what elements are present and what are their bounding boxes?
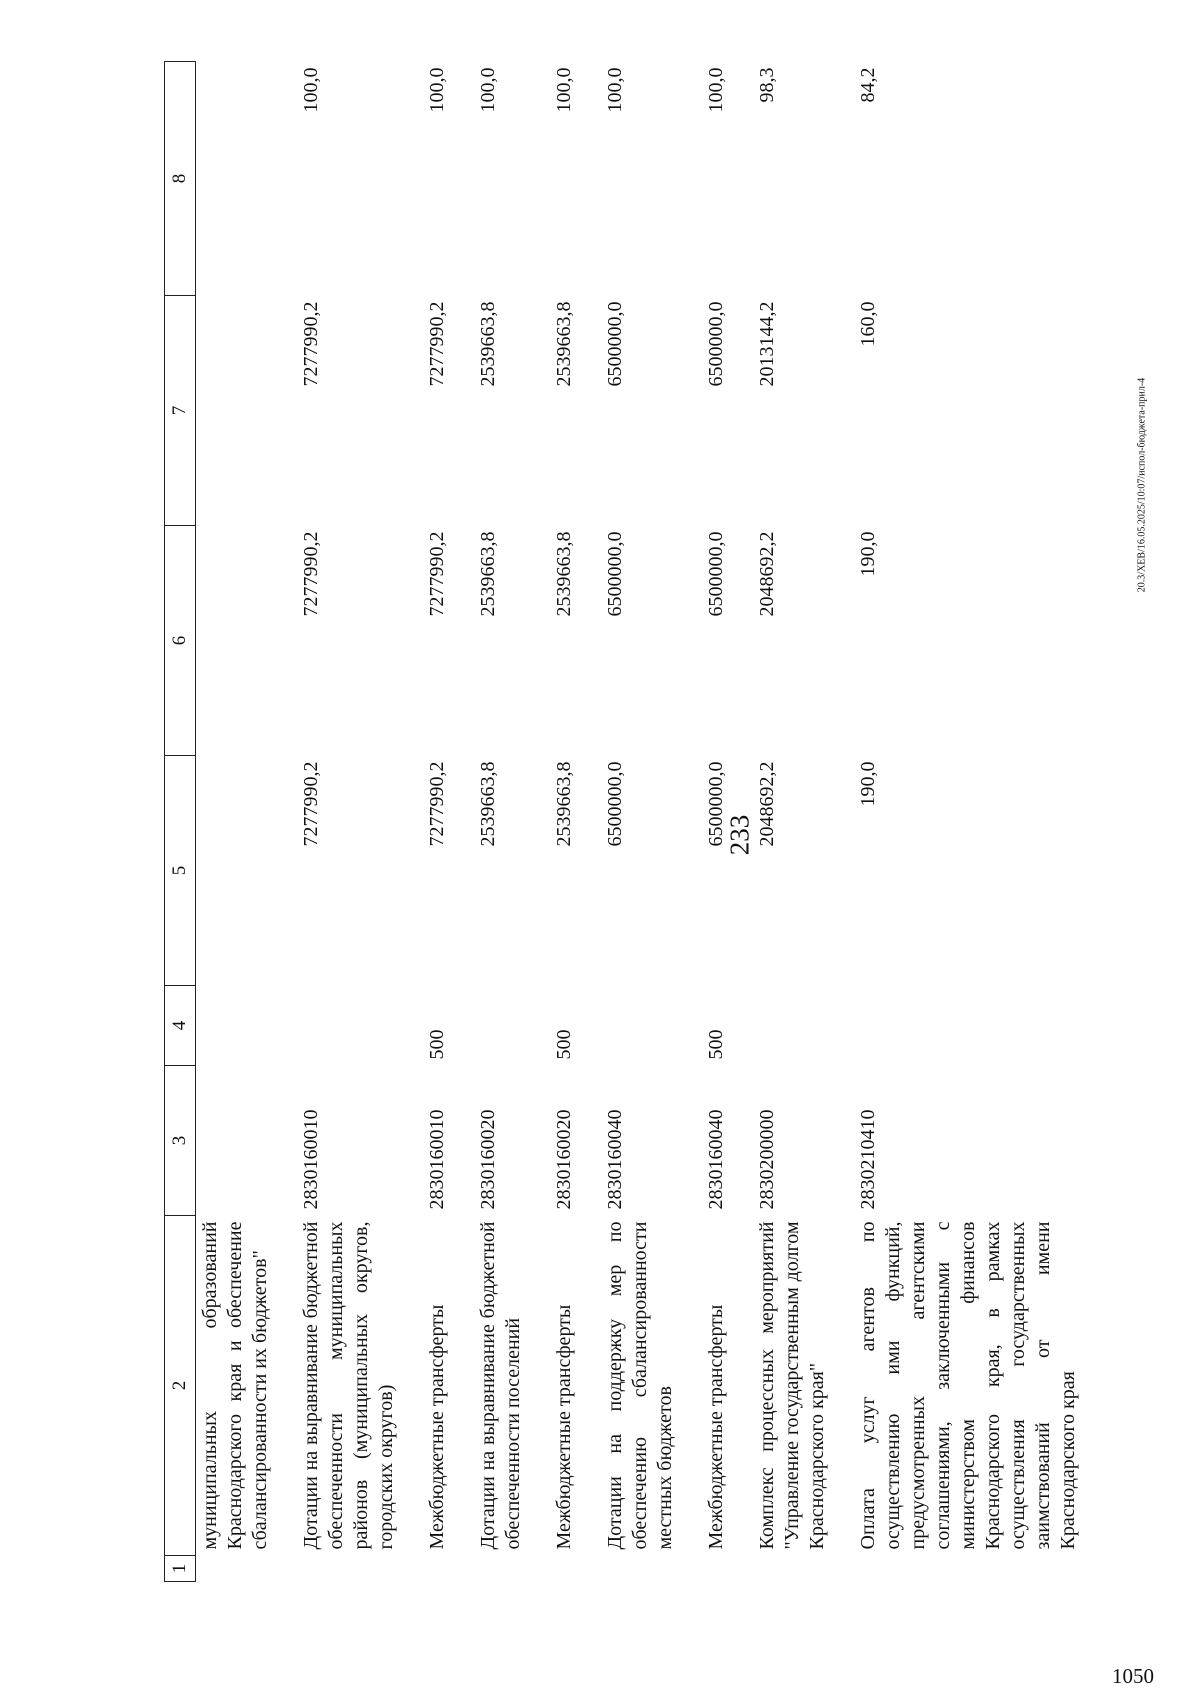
cell-code: 2830160040 [604,1109,626,1210]
cell-name: Оплата услуг агентов по осуществлению ими функций, предусмотренных агентскими соглашениями, заключенными с министерством финансов Краснодарского края, в рамках осуществления государственных заимствований от имени Краснодарского края [857,1221,1079,1550]
rotated-table-wrapper [164,2,1200,1582]
cell-c1 [411,1556,462,1582]
cell-code: 2830160020 [477,1109,499,1210]
cell-c1 [285,1556,411,1582]
cell-v8: 84,2 [857,67,879,103]
header-col-5: 5 [165,756,196,986]
cell-v5: 6500000,0 [604,761,626,847]
page-number: 233 [724,814,755,856]
header-col-4: 4 [165,986,196,1066]
table-row [842,62,1093,1582]
cell-c1 [589,1556,690,1582]
cell-v7 [196,296,286,526]
cell-group [842,986,1093,1066]
header-col-3: 3 [165,1066,196,1216]
cell-v6 [196,526,286,756]
cell-v6: 2539663,8 [553,531,575,617]
cell-v7: 6500000,0 [604,301,626,387]
cell-group: 500 [426,1029,448,1060]
cell-name: Межбюджетные трансферты [553,1304,575,1550]
cell-v7: 7277990,2 [300,301,322,387]
cell-name: Комплекс процессных мероприятий "Управление государственным долгом Краснодарского края" [756,1221,828,1550]
header-col-2: 2 [165,1216,196,1556]
table-row [538,62,589,1582]
cell-group: 500 [553,1029,575,1060]
cell-v5: 7277990,2 [426,761,448,847]
table-row [285,62,411,1582]
cell-group [196,986,286,1066]
cell-c1 [842,1556,1093,1582]
cell-v8: 100,0 [553,67,575,113]
cell-v5: 7277990,2 [300,761,322,847]
cell-name: Дотации на поддержку мер по обеспечению сбалансированности местных бюджетов [604,1221,676,1550]
cell-v8: 100,0 [705,67,727,113]
cell-c1 [462,1556,538,1582]
header-row [165,62,196,1582]
cell-code: 2830160040 [705,1109,727,1210]
cell-v5: 2539663,8 [477,761,499,847]
cell-v6: 6500000,0 [604,531,626,617]
cell-v6: 7277990,2 [426,531,448,617]
cell-v7: 6500000,0 [705,301,727,387]
cell-code: 2830160010 [426,1109,448,1210]
cell-v7: 2539663,8 [553,301,575,387]
cell-name: Межбюджетные трансферты [426,1304,448,1550]
cell-v6: 6500000,0 [705,531,727,617]
cell-v5: 190,0 [857,761,879,807]
cell-v7: 2013144,2 [756,301,778,387]
header-col-8: 8 [165,62,196,296]
header-col-1: 1 [165,1556,196,1582]
cell-v8: 98,3 [756,67,778,103]
cell-code [196,1066,286,1216]
cell-c1 [196,1556,286,1582]
cell-name: Дотации на выравнивание бюджетной обеспеченности муниципальных районов (муниципальных округов, городских округов) [300,1221,397,1550]
cell-v7: 2539663,8 [477,301,499,387]
cell-v8: 100,0 [604,67,626,113]
cell-name: Межбюджетные трансферты [705,1304,727,1550]
cell-v8: 100,0 [300,67,322,113]
cell-name: Дотации на выравнивание бюджетной обеспеченности поселений [477,1221,524,1550]
cell-v5: 6500000,0 [705,761,727,847]
cell-v8: 100,0 [477,67,499,113]
cell-v6: 2539663,8 [477,531,499,617]
sheet-number: 1050 [1112,1664,1154,1688]
table-row [690,62,741,1582]
cell-c1 [538,1556,589,1582]
cell-code: 2830200000 [756,1109,778,1210]
cell-c1 [690,1556,741,1582]
cell-v5 [196,756,286,986]
cell-group [462,986,538,1066]
header-col-7: 7 [165,296,196,526]
table-row [741,62,842,1582]
cell-v6: 2048692,2 [756,531,778,617]
cell-c1 [741,1556,842,1582]
cell-code: 2830160020 [553,1109,575,1210]
table-row [196,62,286,1582]
cell-name: муниципальных образований Краснодарского края и обеспечение сбалансированности их бюджетов" [199,1221,271,1550]
budget-table [164,61,1093,1582]
header-col-6: 6 [165,526,196,756]
cell-v5: 2048692,2 [756,761,778,847]
cell-v7: 7277990,2 [426,301,448,387]
cell-code: 2830160010 [300,1109,322,1210]
document-code: 20.3/ХЕВ/16.05.2025/10:07/испол-бюджета-прил-4 [1136,377,1148,593]
cell-v7: 160,0 [857,301,879,347]
cell-v8 [196,62,286,296]
cell-group [589,986,690,1066]
cell-group [741,986,842,1066]
table-row [411,62,462,1582]
table-row [589,62,690,1582]
cell-group: 500 [705,1029,727,1060]
table-row [462,62,538,1582]
cell-v5: 2539663,8 [553,761,575,847]
cell-v8: 100,0 [426,67,448,113]
cell-group [285,986,411,1066]
cell-code: 2830210410 [857,1109,879,1210]
cell-v6: 190,0 [857,531,879,577]
cell-v6: 7277990,2 [300,531,322,617]
